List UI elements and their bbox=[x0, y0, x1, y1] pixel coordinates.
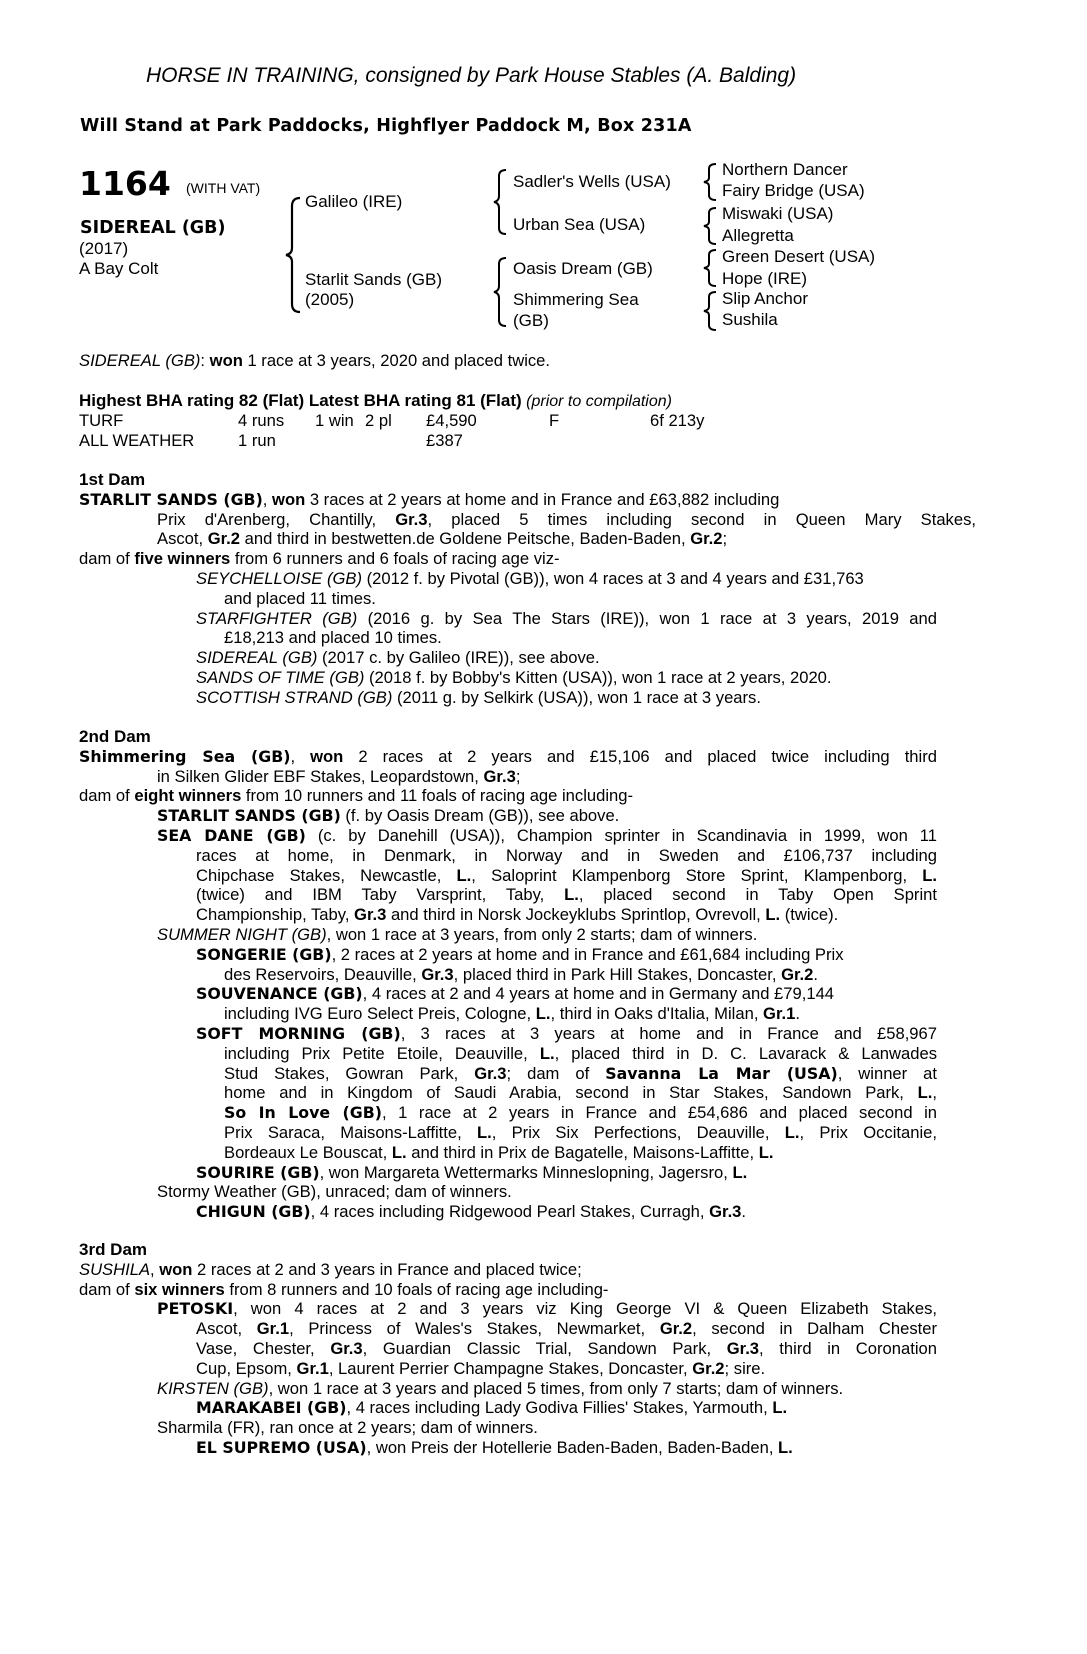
progeny-line bbox=[79, 569, 937, 589]
grade: Gr.2 bbox=[692, 1358, 725, 1378]
grade: Gr.3 bbox=[421, 964, 454, 984]
pedigree-brace-dd bbox=[702, 290, 720, 332]
text: Prix d'Arenberg, Chantilly, bbox=[157, 509, 396, 529]
text: , placed third in D. C. Lavarack & Lanwades bbox=[554, 1043, 938, 1063]
text: , placed second in Taby Open Sprint bbox=[578, 885, 937, 905]
text: Vase, Chester, bbox=[196, 1338, 331, 1358]
dam-line bbox=[79, 549, 937, 569]
section-heading: 3rd Dam bbox=[79, 1240, 148, 1259]
grade: Gr.3 bbox=[354, 905, 387, 925]
pedigree-brace-ds bbox=[702, 248, 720, 288]
progeny-name: So In Love (GB) bbox=[224, 1103, 383, 1123]
text: and third in bestwetten.de Goldene Peitsche, Baden-Baden, bbox=[240, 529, 691, 549]
grade: L. bbox=[456, 865, 472, 885]
grade: Gr.2 bbox=[207, 529, 241, 549]
text: including IVG Euro Select Preis, Cologne, bbox=[224, 1004, 536, 1024]
progeny-line bbox=[196, 1024, 937, 1044]
text: dam of bbox=[79, 1279, 135, 1299]
progeny-line bbox=[79, 648, 937, 668]
progeny-name: STARLIT SANDS (GB) bbox=[157, 806, 341, 826]
text: Chipchase Stakes, Newcastle, bbox=[196, 865, 457, 885]
progeny-line: £18,213 and placed 10 times. bbox=[224, 628, 442, 648]
progeny-line bbox=[79, 668, 937, 688]
text: , won 1 race at 3 years and placed 5 times, from only 7 starts; dam of winners. bbox=[268, 1378, 844, 1398]
progeny-line bbox=[196, 1339, 937, 1359]
progeny-line bbox=[79, 1202, 937, 1222]
text: from 10 runners and 11 foals of racing age including- bbox=[241, 786, 634, 806]
progeny-name: SCOTTISH STRAND (GB) bbox=[196, 687, 393, 707]
text: Championship, Taby, bbox=[196, 905, 355, 925]
dam-line bbox=[79, 1260, 937, 1280]
horse-name: SIDEREAL (GB) bbox=[80, 218, 226, 238]
text: (2017 c. by Galileo (IRE)), see above. bbox=[317, 648, 600, 668]
record-going: F bbox=[549, 411, 560, 430]
pedigree-brace-dam bbox=[492, 256, 510, 328]
text: , Princess of Wales's Stakes, Newmarket, bbox=[289, 1319, 660, 1339]
pedigree-dam-dam: Shimmering Sea bbox=[513, 290, 639, 309]
grade: L. bbox=[765, 905, 781, 925]
progeny-line bbox=[224, 1083, 937, 1103]
pedigree-brace-sire bbox=[492, 168, 510, 236]
dam-line bbox=[157, 510, 976, 530]
grade: L. bbox=[732, 1162, 748, 1182]
text: Ascot, bbox=[157, 529, 208, 549]
text: , Saloprint Klampenborg Store Sprint, Klampenborg, bbox=[471, 865, 923, 885]
won-label: won bbox=[159, 1259, 193, 1279]
dam-name: SUSHILA bbox=[79, 1259, 151, 1279]
text: and third in Norsk Jockeyklubs Sprintlop, Ovrevoll, bbox=[386, 905, 766, 925]
grade: Gr.1 bbox=[763, 1004, 796, 1024]
text: in Silken Glider EBF Stakes, Leopardstown, bbox=[157, 766, 484, 786]
progeny-line bbox=[79, 965, 937, 985]
text: . bbox=[741, 1202, 747, 1222]
bha-ratings bbox=[79, 391, 672, 411]
progeny-line bbox=[224, 1123, 937, 1143]
text: , third in Oaks d'Italia, Milan, bbox=[550, 1004, 764, 1024]
pedigree-sire: Galileo (IRE) bbox=[305, 192, 403, 211]
text: , 2 races at 2 years at home and in France and £61,684 including Prix bbox=[331, 944, 844, 964]
progeny-line bbox=[79, 1398, 937, 1418]
text: (2018 f. by Bobby's Kitten (USA)), won 1 race at 2 years, 2020. bbox=[364, 667, 832, 687]
dam-line bbox=[79, 786, 937, 806]
dam-line bbox=[79, 747, 937, 767]
summary-name: SIDEREAL (GB) bbox=[79, 351, 201, 370]
text: des Reservoirs, Deauville, bbox=[224, 964, 422, 984]
summary-won: won bbox=[209, 351, 243, 370]
record-runs: 4 runs bbox=[238, 411, 285, 430]
progeny-line bbox=[224, 1103, 937, 1123]
text: home and in Kingdom of Saudi Arabia, second in Star Stakes, Sandown Park, bbox=[224, 1083, 918, 1103]
progeny-name: SOURIRE (GB) bbox=[196, 1162, 320, 1182]
vat-note: (WITH VAT) bbox=[186, 180, 261, 196]
summary-colon: : bbox=[200, 351, 210, 370]
first-dam-section bbox=[79, 470, 976, 708]
grade: L. bbox=[772, 1398, 788, 1418]
text: , 1 race at 2 years in France and £54,686 and placed second in bbox=[382, 1103, 937, 1123]
text: ; bbox=[515, 766, 521, 786]
text: dam of bbox=[79, 549, 135, 569]
third-dam-section bbox=[79, 1240, 937, 1458]
text: , 3 races at 3 years at home and in France and £58,967 bbox=[400, 1023, 937, 1043]
text: , Prix Occitanie, bbox=[799, 1122, 937, 1142]
text: , bbox=[932, 1083, 937, 1103]
text: , 4 races at 2 and 4 years at home and in Germany and £79,144 bbox=[362, 984, 835, 1004]
grade: Gr.3 bbox=[474, 1063, 507, 1083]
dam-line bbox=[79, 767, 937, 787]
progeny-name: KIRSTEN (GB) bbox=[157, 1378, 269, 1398]
winners-count: five winners bbox=[134, 549, 231, 569]
progeny-name: STARFIGHTER (GB) bbox=[196, 608, 358, 628]
progeny-name: SOFT MORNING (GB) bbox=[196, 1023, 401, 1043]
grade: L. bbox=[758, 1142, 774, 1162]
grade: L. bbox=[778, 1437, 793, 1457]
grade: L. bbox=[917, 1083, 933, 1103]
grade: Gr.3 bbox=[726, 1338, 760, 1358]
pedigree-dd-dam: Sushila bbox=[722, 310, 778, 329]
text: (2011 g. by Selkirk (USA)), won 1 race at 3 years. bbox=[392, 687, 761, 707]
grade: Gr.2 bbox=[659, 1319, 693, 1339]
text: , won Preis der Hotellerie Baden-Baden, Baden-Baden, bbox=[366, 1437, 779, 1457]
pedigree-sd-sire: Miswaki (USA) bbox=[722, 204, 834, 223]
record-surface: ALL WEATHER bbox=[79, 431, 195, 450]
record-surface: TURF bbox=[79, 411, 124, 430]
progeny-name: EL SUPREMO (USA) bbox=[196, 1437, 367, 1457]
text: . bbox=[813, 964, 818, 984]
dam-name: STARLIT SANDS (GB) bbox=[79, 489, 263, 509]
progeny-name: CHIGUN (GB) bbox=[196, 1202, 311, 1222]
text: , Guardian Classic Trial, Sandown Park, bbox=[362, 1338, 727, 1358]
stand-location: Will Stand at Park Paddocks, Highflyer Paddock M, Box 231A bbox=[80, 116, 692, 136]
text: and third in Prix de Bagatelle, Maisons-Laffitte, bbox=[406, 1142, 759, 1162]
grade: Gr.1 bbox=[296, 1358, 329, 1378]
grade: L. bbox=[922, 865, 938, 885]
pedigree-sire-sire: Sadler's Wells (USA) bbox=[513, 172, 671, 191]
text: , bbox=[262, 489, 273, 509]
progeny-line bbox=[157, 826, 937, 846]
grade: L. bbox=[476, 1122, 492, 1142]
text: Stud Stakes, Gowran Park, bbox=[224, 1063, 475, 1083]
text: ; dam of bbox=[506, 1063, 606, 1083]
lot-number: 1164 bbox=[79, 164, 171, 203]
progeny-line bbox=[157, 1299, 937, 1319]
pedigree-ss-sire: Northern Dancer bbox=[722, 160, 848, 179]
record-distance: 6f 213y bbox=[650, 411, 705, 430]
progeny-line bbox=[196, 1319, 937, 1339]
progeny-name: MARAKABEI (GB) bbox=[196, 1398, 347, 1418]
pedigree-ds-dam: Hope (IRE) bbox=[722, 269, 808, 288]
progeny-line: Stormy Weather (GB), unraced; dam of winners. bbox=[157, 1182, 512, 1202]
pedigree-ds-sire: Green Desert (USA) bbox=[722, 247, 876, 266]
text: Bordeaux Le Bouscat, bbox=[224, 1142, 392, 1162]
pedigree-dam-year: (2005) bbox=[305, 290, 355, 309]
pedigree-brace-ss bbox=[702, 162, 720, 202]
text: , second in Dalham Chester bbox=[692, 1319, 937, 1339]
progeny-line bbox=[79, 1379, 937, 1399]
text: , third in Coronation bbox=[759, 1338, 937, 1358]
progeny-line bbox=[79, 1359, 937, 1379]
progeny-line bbox=[79, 925, 937, 945]
grade: Gr.3 bbox=[709, 1202, 742, 1222]
record-wins: 1 win bbox=[315, 411, 354, 430]
grade: L. bbox=[535, 1004, 551, 1024]
pedigree-brace-gen1 bbox=[284, 196, 304, 314]
text: , 4 races including Ridgewood Pearl Stakes, Curragh, bbox=[310, 1202, 710, 1222]
record-placed: 2 pl bbox=[365, 411, 392, 430]
grade: Gr.3 bbox=[395, 509, 428, 529]
text: dam of bbox=[79, 786, 135, 806]
text: 2 races at 2 years and £15,106 and placed twice including third bbox=[343, 746, 937, 766]
text: , won 1 race at 3 years, from only 2 starts; dam of winners. bbox=[326, 924, 758, 944]
pedigree-brace-sd bbox=[702, 206, 720, 246]
progeny-line bbox=[79, 1163, 937, 1183]
progeny-line bbox=[196, 866, 937, 886]
grade: Gr.1 bbox=[256, 1319, 290, 1339]
foaling-year: (2017) bbox=[79, 239, 129, 258]
grade: L. bbox=[784, 1122, 800, 1142]
grade: L. bbox=[539, 1043, 555, 1063]
text: , bbox=[290, 746, 311, 766]
pedigree-dam-sire: Oasis Dream (GB) bbox=[513, 259, 653, 278]
progeny-line bbox=[79, 1004, 937, 1024]
grade: Gr.3 bbox=[483, 766, 516, 786]
progeny-name: SIDEREAL (GB) bbox=[196, 648, 318, 668]
text: , bbox=[150, 1259, 160, 1279]
text: (f. by Oasis Dream (GB)), see above. bbox=[340, 806, 620, 826]
grade: L. bbox=[564, 885, 579, 905]
progeny-name: Savanna La Mar (USA) bbox=[605, 1063, 838, 1083]
pedigree-dam: Starlit Sands (GB) bbox=[305, 270, 442, 289]
progeny-line bbox=[79, 806, 937, 826]
text: 3 races at 2 years at home and in France and £63,882 including bbox=[305, 489, 780, 509]
progeny-line bbox=[196, 609, 937, 629]
progeny-name: SUMMER NIGHT (GB) bbox=[157, 924, 327, 944]
progeny-name: SANDS OF TIME (GB) bbox=[196, 667, 365, 687]
text: , won Margareta Wettermarks Minneslopning, Jagersro, bbox=[319, 1162, 733, 1182]
grade: Gr.2 bbox=[781, 964, 814, 984]
consignment-header: HORSE IN TRAINING, consigned by Park House Stables (A. Balding) bbox=[146, 64, 797, 87]
text: from 8 runners and 10 foals of racing age including- bbox=[224, 1279, 609, 1299]
text: , 4 races including Lady Godiva Fillies' Stakes, Yarmouth, bbox=[346, 1398, 773, 1418]
pedigree-dd-sire: Slip Anchor bbox=[722, 289, 808, 308]
progeny-name: SEYCHELLOISE (GB) bbox=[196, 568, 362, 588]
dam-line bbox=[79, 1280, 937, 1300]
section-heading: 1st Dam bbox=[79, 470, 146, 489]
second-dam-section bbox=[79, 727, 937, 1222]
race-summary bbox=[79, 351, 550, 371]
winners-count: eight winners bbox=[134, 786, 242, 806]
text: , Laurent Perrier Champagne Stakes, Doncaster, bbox=[328, 1358, 693, 1378]
dam-name: Shimmering Sea (GB) bbox=[79, 746, 291, 766]
progeny-line bbox=[79, 945, 937, 965]
text: , placed 5 times including second in Queen Mary Stakes, bbox=[427, 509, 976, 529]
record-prize: £4,590 bbox=[426, 411, 477, 430]
progeny-line: races at home, in Denmark, in Norway and in Sweden and £106,737 including bbox=[196, 845, 937, 865]
text: ; sire. bbox=[724, 1358, 766, 1378]
section-heading: 2nd Dam bbox=[79, 727, 151, 746]
horse-description: A Bay Colt bbox=[79, 259, 159, 278]
text: Cup, Epsom, bbox=[196, 1358, 297, 1378]
grade: Gr.3 bbox=[330, 1338, 363, 1358]
record-runs: 1 run bbox=[238, 431, 276, 450]
text: including Prix Petite Etoile, Deauville, bbox=[224, 1043, 540, 1063]
progeny-line bbox=[224, 1064, 937, 1084]
text: (2012 f. by Pivotal (GB)), won 4 races at 3 and 4 years and £31,763 bbox=[362, 568, 864, 588]
progeny-line: and placed 11 times. bbox=[224, 588, 376, 608]
dam-line bbox=[79, 529, 937, 549]
pedigree-sire-dam: Urban Sea (USA) bbox=[513, 215, 646, 234]
text: , placed third in Park Hill Stakes, Doncaster, bbox=[453, 964, 782, 984]
won-label: won bbox=[272, 489, 306, 509]
text: from 6 runners and 6 foals of racing age viz- bbox=[230, 549, 560, 569]
ratings-title: Highest BHA rating 82 (Flat) Latest BHA rating 81 (Flat) bbox=[79, 391, 522, 410]
pedigree-dam-dam-country: (GB) bbox=[513, 311, 549, 330]
progeny-name: PETOSKI bbox=[157, 1299, 234, 1319]
progeny-line bbox=[79, 984, 937, 1004]
ratings-note: (prior to compilation) bbox=[521, 393, 672, 410]
pedigree-ss-dam: Fairy Bridge (USA) bbox=[722, 181, 865, 200]
progeny-line bbox=[224, 1044, 937, 1064]
text: (2016 g. by Sea The Stars (IRE)), won 1 race at 3 years, 2019 and bbox=[357, 608, 937, 628]
winners-count: six winners bbox=[134, 1279, 225, 1299]
text: , won 4 races at 2 and 3 years viz King George VI & Queen Elizabeth Stakes, bbox=[233, 1299, 937, 1319]
text: ; bbox=[722, 529, 728, 549]
progeny-line bbox=[196, 885, 937, 905]
dam-line bbox=[79, 490, 937, 510]
text: (twice) and IBM Taby Varsprint, Taby, bbox=[196, 885, 565, 905]
text: (c. by Danehill (USA)), Champion sprinter in Scandinavia in 1999, won 11 bbox=[305, 825, 937, 845]
text: , winner at bbox=[837, 1063, 937, 1083]
progeny-line bbox=[79, 688, 937, 708]
grade: Gr.2 bbox=[690, 529, 723, 549]
progeny-name: SOUVENANCE (GB) bbox=[196, 984, 363, 1004]
text: 2 races at 2 and 3 years in France and placed twice; bbox=[192, 1259, 582, 1279]
text: , Prix Six Perfections, Deauville, bbox=[491, 1122, 785, 1142]
progeny-name: SONGERIE (GB) bbox=[196, 944, 332, 964]
progeny-line bbox=[79, 1143, 937, 1163]
text: (twice). bbox=[780, 905, 839, 925]
progeny-line: Sharmila (FR), ran once at 2 years; dam of winners. bbox=[157, 1418, 538, 1438]
progeny-name: SEA DANE (GB) bbox=[157, 825, 306, 845]
won-label: won bbox=[310, 746, 344, 766]
progeny-line bbox=[79, 905, 937, 925]
grade: L. bbox=[391, 1142, 407, 1162]
text: Prix Saraca, Maisons-Laffitte, bbox=[224, 1122, 477, 1142]
progeny-line bbox=[79, 1438, 937, 1458]
text: Ascot, bbox=[196, 1319, 257, 1339]
record-prize: £387 bbox=[426, 431, 463, 450]
text: . bbox=[795, 1004, 800, 1024]
summary-rest: 1 race at 3 years, 2020 and placed twice. bbox=[242, 351, 551, 370]
pedigree-sd-dam: Allegretta bbox=[722, 226, 794, 245]
